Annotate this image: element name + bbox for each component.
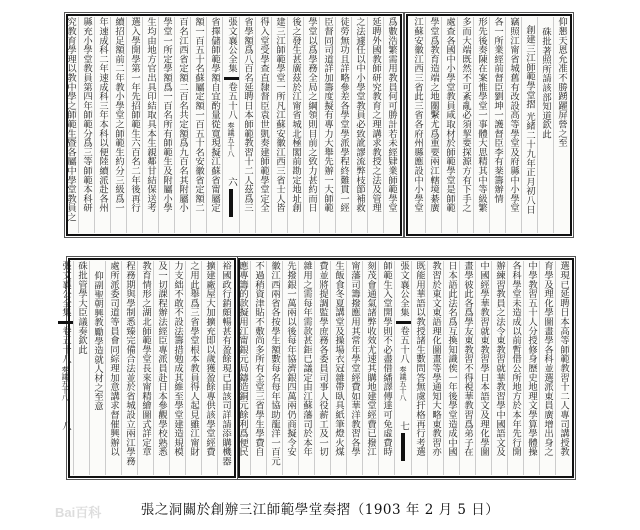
text-column: 硃批管學大臣議奏欽此 [73, 261, 89, 475]
text-column: 徽江西兩省各按學生額數每名每年協助龍洋一百元 [266, 261, 282, 475]
text-column: 畫學彼此各爲學友東教習不得視華教習爲弟子在 [459, 261, 475, 475]
book-title: 張文襄公全集 [398, 261, 409, 317]
page-label [394, 261, 411, 475]
top-left-page [66, 14, 402, 236]
text-column: 生飯食冬夏講堂及操場衣冠雜帶臥具紙筆燈火煤 [330, 261, 346, 475]
top-right-page [406, 14, 572, 236]
text-column: 之用此舉爲三省學堂根本教員得人起見雖江甯財 [185, 261, 201, 475]
volume-label: 卷五十八 [58, 321, 73, 363]
section-label: 奏議五十八 [227, 121, 235, 157]
text-column: 中國經學華教習就東教習學日本語文及理化學圖 [475, 261, 491, 475]
text-column: 力支絀不敢不設法籌措勉成其維至學堂建造規模 [169, 261, 185, 475]
text-column: 續招足額前二年教小學堂之師範生約分三級爲一 [110, 17, 126, 233]
baike-watermark: Bai百科 [55, 505, 102, 520]
text-column: 日本語此法名爲互換知識俟一年後學堂造成中國 [443, 261, 459, 475]
text-column: 程務期與學制悉臻完備合法並於省城設立兩江學務 [121, 261, 137, 475]
text-column: 延聘外國教師研究教育之理講求教授之法及管理 [367, 17, 383, 233]
text-column: 得入堂受學查直隸督臣袁世凱奏建師範學堂定全 [255, 17, 271, 233]
text-column: 裕國政行銷頗暢甚有盈餘現已由該司詳請添購機器 [217, 261, 233, 475]
page-number: 七 [398, 420, 409, 431]
bottom-left-page [60, 258, 236, 478]
bottom-right-page [238, 258, 574, 478]
text-column: 處所派委司道等員會同綜理加意講求督催興辦以 [105, 261, 121, 475]
text-column: 爲數浩繁需用教員何可勝計若未經肄業師範學堂 [383, 17, 399, 233]
text-column: 省學額爲八百名延聘日本師範教習十二人茲爲三 [239, 17, 255, 233]
text-column: 應專籌的款擬用江甯銀元局鑄造銅元餘利爲便民 [237, 261, 248, 457]
text-column: 各一所業經前督臣劉坤一護督臣李有棻籌辦情 [489, 17, 505, 233]
text-column: 選入學開學第一年先招師範生六百名二年後再行 [126, 17, 142, 233]
text-column: 仰懇天恩允准不勝踴躍屏營之至 [553, 17, 569, 233]
page-number: 六 [226, 176, 237, 187]
text-column: 後之發生甚廣茲於江甯省城北極閣前勘定地址創 [287, 17, 303, 233]
text-column: 江蘇安徽江西三省此三省各府州縣應設中小學堂 [412, 17, 423, 213]
book-title: 張文襄公全集 [226, 17, 237, 73]
text-column: 生均由地方官出具印結取具本生親鄰甘結保送考 [142, 17, 158, 233]
text-column: 省擇儲師範學額自宜酌量從寬現擬江蘇省甯屬定 [206, 17, 222, 233]
text-column: 刻茂會通氣諸弊收效尤速其購地建堂經費已撥江 [362, 261, 378, 475]
text-column: 徒勞無功且詳略參差各學堂學派學程終難貫一經 [335, 17, 351, 233]
text-column: 費並將提調監學庶務各委員司事人役薪工及一切 [314, 261, 330, 475]
page-label [57, 261, 73, 475]
text-column: 處查各國中小學堂教員咸取材於師範學堂是師範 [441, 17, 457, 233]
book-title: 張文襄公全集 [60, 261, 71, 317]
text-column: 形先後奏陳在案惟學堂一事體大思精其中等級繁 [473, 17, 489, 233]
memorial-title: 創建三江師範學堂摺 光緒二十九年正月初八日 [521, 17, 537, 233]
volume-label: 卷五十八 [396, 321, 411, 363]
page-number: 八 [60, 420, 71, 431]
section-label: 奏議五十八 [61, 365, 69, 401]
text-column: 學堂一所定學額爲一百名所有師範生及附屬小學 [158, 17, 174, 233]
text-column: 先撥銀一萬兩以後每年協濟銀四萬兩仍商擬令安 [282, 261, 298, 475]
text-column: 雜用之需每年需款甚鉅已議定由江蘇藩司於本年 [298, 261, 314, 475]
text-column: 百名江西省定額二百名共定額爲九百名其附屬小 [174, 17, 190, 233]
text-column: 師範生入堂開學則不必盡借繙譯傳達可免虛費時 [378, 261, 394, 475]
text-column: 建三江師範學堂一所凡江蘇安徽江西三省士人皆 [271, 17, 287, 233]
text-column: 額一百五十名蘇屬定額一百五十名安徽省定額二 [190, 17, 206, 233]
section-label: 奏議五十八 [399, 365, 407, 401]
text-column: 學堂以爲學務全局之綱領則目前之致力甚約而日 [303, 17, 319, 233]
text-column: 各科學堂未造成以前暫借公所地方於本年先行開 [507, 261, 523, 475]
text-column: 臣督同司道詳加籌度擬有專力大舉先辦一大師範 [319, 17, 335, 233]
text-column: 竊照江甯省城舊有改設高等學堂及府縣中小學堂 [505, 17, 521, 233]
text-column: 多而大端既然不可紊亂必須挈要探源方有下手之 [457, 17, 473, 233]
text-column: 不過稍資津貼不敷尚多所有全堂三省學生學費自 [250, 261, 266, 475]
text-column: 學堂爲教育造端之地關繫尤爲重要兩江轄境綦廣 [425, 17, 441, 233]
text-column: 之法遽任以中小學堂教員必致訛謬流弊枝節補救 [351, 17, 367, 233]
text-column: 縣充小學堂教員第四年師範分爲三等師範本科研 [78, 17, 94, 233]
page-bar [229, 189, 233, 217]
text-column: 辦練習教員之法令東教習就華教習學中國語文及 [491, 261, 507, 475]
text-column: 擴建廠屋大加擴充即以歲獲盈餘專供該學堂經費 [201, 261, 217, 475]
image-caption: 張之洞關於創辦三江師範學堂奏摺（1903 年 2 月 5 日） [140, 502, 500, 518]
text-column: 選現已延聘日本高等師範教習十二人專司講授教 [555, 261, 571, 475]
text-column: 硃批著照所請該部知道欽此 [537, 17, 553, 233]
text-column: 甯藩司籌撥應用其常年學堂經費如華洋教習各學 [346, 261, 362, 475]
text-column: 育學及理化學圖畫學各科並選派東員廣增出身之 [539, 261, 555, 475]
text-column: 及一切課程辦法經臣專派員赴日本參觀學校熟悉 [153, 261, 169, 475]
volume-label: 卷五十八 [224, 77, 239, 119]
text-column: 既能用華語以教授諸生數問答無虞扞格再行考選 [411, 261, 427, 475]
text-column: 教習於東文東語理化圖畫等學通知大略東教習亦 [427, 261, 443, 475]
text-column: 究教育學理以教中學之師範生暨各屬中學堂教員之 [65, 17, 76, 222]
text-column: 中學教習五十人分授修身歷史地理文學算學體操 [523, 261, 539, 475]
text-column: 教育情形之湖北師範學堂長來甯精繪圖式詳定章 [137, 261, 153, 475]
text-column: 年速成科二年速成科三年本科以便陸續派赴各州 [94, 17, 110, 233]
page-bar [401, 433, 405, 461]
text-column: 仰副聖朝興教勵學造就人材之至意 [89, 261, 105, 475]
page-label [222, 17, 239, 233]
